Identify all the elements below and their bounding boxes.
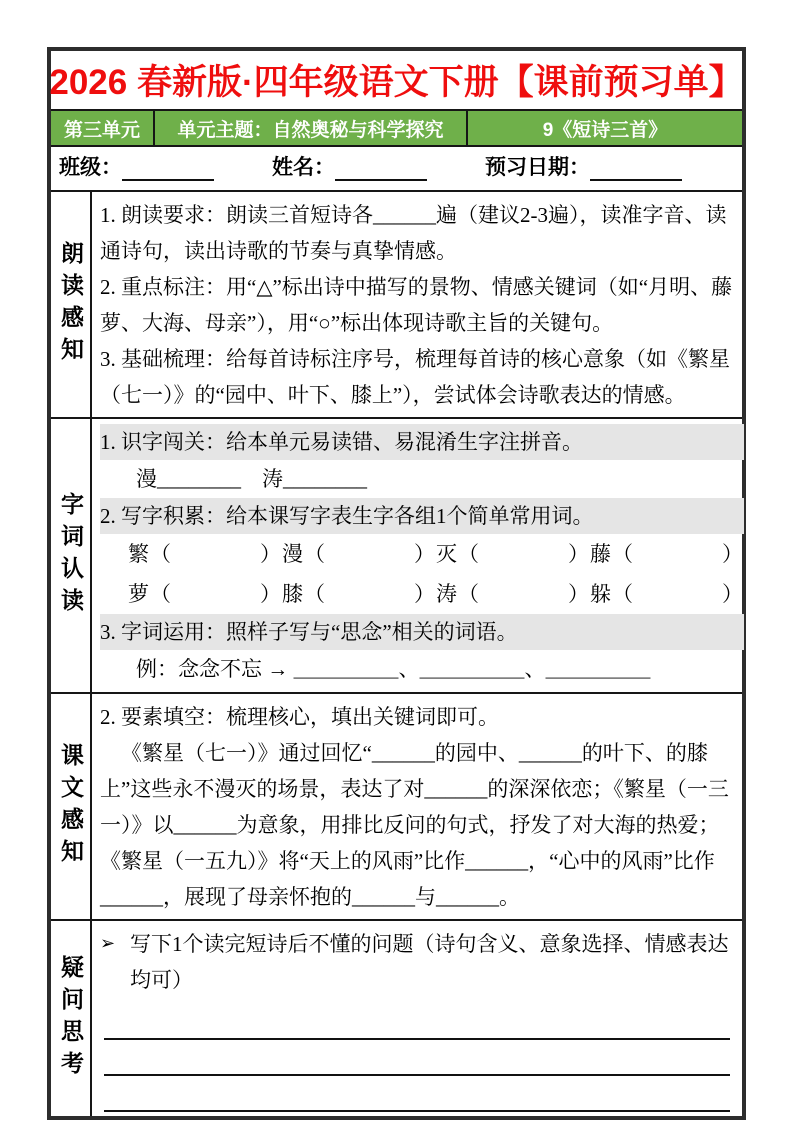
reading-item-2: 2. 重点标注：用“△”标出诗中描写的景物、情感关键词（如“月明、藤萝、大海、母亲”），用“○”标出体现诗歌主旨的关键句。 (100, 275, 733, 335)
section-label-words: 字词认读 (51, 419, 92, 692)
name-blank[interactable] (335, 159, 427, 181)
date-blank[interactable] (590, 159, 682, 181)
answer-line[interactable] (104, 1076, 730, 1112)
fill-blank-paragraph[interactable]: 《繁星（七一）》通过回忆“______的园中、______的叶下、的膝上”这些永不漫灭的场景，表达了对______的深深依恋；《繁星（一三一）》以______为意象，用排比反问的句式，抒发了对大海的热爱；《繁星（一五九）》将“天上的风雨”比作______，“心中的风雨”比作______，展现了母亲怀抱的______与______。 (100, 741, 729, 909)
words-item-2: 2. 写字积累：给本课写字表生字各组1个简单常用词。 (100, 498, 744, 534)
section-words (51, 419, 742, 694)
name-group (272, 151, 427, 181)
section-text (51, 694, 742, 921)
example-fill-line[interactable]: 例：念念不忘 → ＿＿＿＿＿、＿＿＿＿＿、＿＿＿＿＿ (136, 657, 651, 681)
answer-line[interactable] (104, 1004, 730, 1040)
unit-bar (51, 111, 742, 147)
text-item: 2. 要素填空：梳理核心，填出关键词即可。 (100, 705, 499, 729)
class-group (59, 151, 214, 181)
section-label-text: 课文感知 (51, 694, 92, 919)
section-reading-content (92, 192, 742, 417)
section-reading (51, 192, 742, 419)
page-title: 2026 春新版·四年级语文下册【课前预习单】 (49, 63, 744, 102)
worksheet (47, 47, 746, 1120)
date-group (485, 151, 682, 181)
class-blank[interactable] (122, 159, 214, 181)
words-item-1: 1. 识字闯关：给本单元易读错、易混淆生字注拼音。 (100, 424, 744, 460)
lesson-title-cell: 9《短诗三首》 (468, 111, 742, 145)
reading-item-3: 3. 基础梳理：给每首诗标注序号，梳理每首诗的核心意象（如《繁星（七一）》的“园中、叶下、膝上”），尝试体会诗歌表达的情感。 (100, 347, 730, 407)
unit-theme-cell: 单元主题：自然奥秘与科学探究 (155, 111, 468, 145)
section-label-reading: 朗读感知 (51, 192, 92, 417)
answer-line[interactable] (104, 1040, 730, 1076)
section-words-content (92, 419, 752, 692)
question-prompt: 写下1个读完短诗后不懂的问题（诗句含义、意象选择、情感表达均可） (130, 932, 729, 992)
arrow-bullet-icon: ➢ (100, 933, 116, 954)
reading-item-1: 1. 朗读要求：朗读三首短诗各______遍（建议2-3遍），读准字音、读通诗句，读出诗歌的节奏与真挚情感。 (100, 203, 727, 263)
section-label-question: 疑问思考 (51, 921, 92, 1116)
date-label: 预习日期： (485, 155, 590, 179)
class-label: 班级： (59, 155, 122, 179)
name-label: 姓名： (272, 155, 335, 179)
section-question-content (92, 921, 742, 1116)
question-prompt-line (100, 926, 734, 998)
title-row (51, 51, 742, 111)
char-fill-row-2[interactable]: 萝（ ）膝（ ）涛（ ）躲（ ） (128, 582, 744, 606)
words-item-3: 3. 字词运用：照样子写与“思念”相关的词语。 (100, 614, 744, 650)
pinyin-fill-line[interactable]: 漫________ 涛________ (136, 467, 367, 491)
char-fill-row-1[interactable]: 繁（ ）漫（ ）灭（ ）藤（ ） (128, 542, 744, 566)
section-text-content (92, 694, 742, 919)
unit-cell: 第三单元 (51, 111, 155, 145)
student-info-row (51, 147, 742, 192)
section-question (51, 921, 742, 1116)
